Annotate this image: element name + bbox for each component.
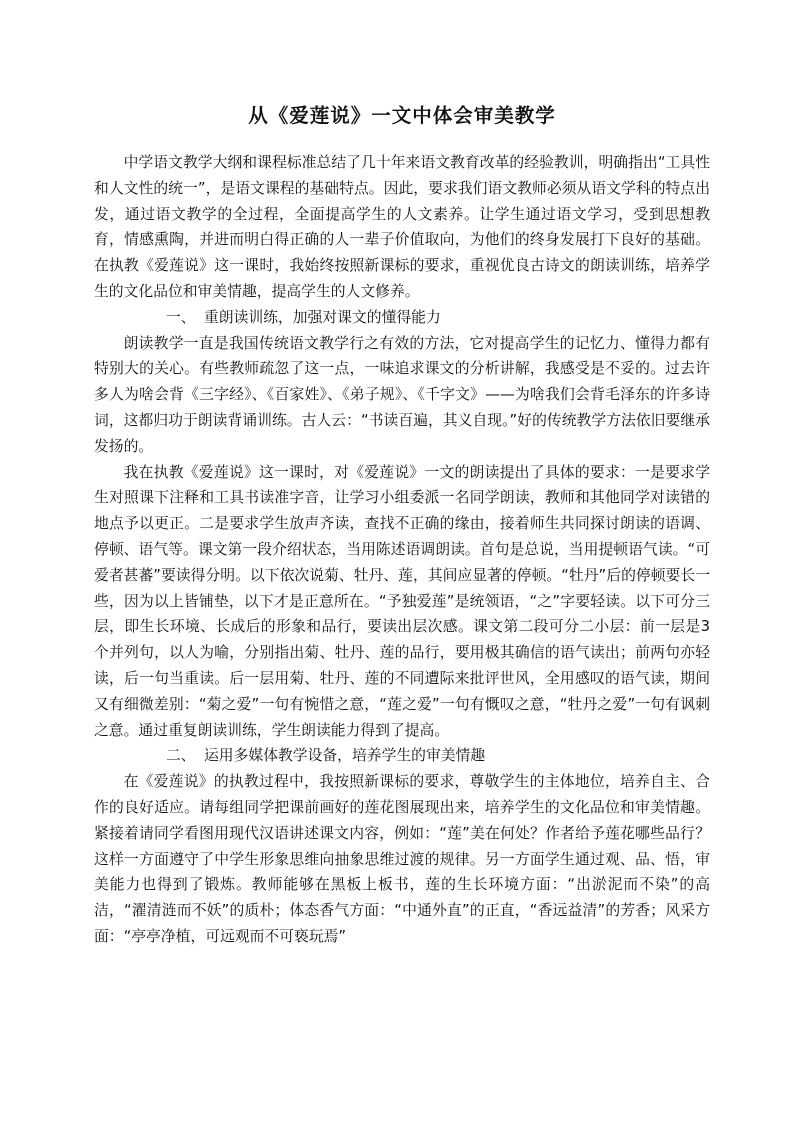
section-2-paragraph-1: 在《爱莲说》的执教过程中，我按照新课标的要求，尊敬学生的主体地位，培养自主、合作的良好适应。请每组同学把课前画好的莲花图展现出来，培养学生的文化品位和审美情趣。紧接着请同学看图用现代汉语讲述课文内容，例如：“莲”美在何处？作者给予莲花哪些品行？这样一方面遵守了中学生形象思维向抽象思维过渡的规律。另一方面学生通过观、品、悟，审美能力也得到了锻炼。教师能够在黑板上板书，莲的生长环境方面：“出淤泥而不染”的高洁，“濯清涟而不妖”的质朴；体态香气方面：“中通外直”的正直，“香远益清”的芳香；风采方面：“亭亭净植，可远观而不可亵玩焉”	[94, 773, 710, 945]
section-2-heading	[94, 743, 710, 769]
intro-paragraph: 中学语文教学大纲和课程标准总结了几十年来语文教育改革的经验教训，明确指出“工具性和人文性的统一”，是语文课程的基础特点。因此，要求我们语文教师必须从语文学科的特点出发，通过语文教学的全过程，全面提高学生的人文素养。让学生通过语文学习，受到思想教育，情感熏陶，并进而明白得正确的人一辈子价值取向，为他们的终身发展打下良好的基础。在执教《爱莲说》这一课时，我始终按照新课标的要求，重视优良古诗文的朗读训练，培养学生的文化品位和审美情趣，提高学生的人文修养。	[94, 154, 710, 300]
document-title: 从《爱莲说》一文中体会审美教学	[248, 104, 556, 127]
section-2-number: 二、	[166, 747, 196, 765]
section-1-paragraph-2: 我在执教《爱莲说》这一课时，对《爱莲说》一文的朗读提出了具体的要求：一是要求学生对照课下注释和工具书读准字音，让学习小组委派一名同学朗读，教师和其他同学对读错的地点予以更正。二是要求学生放声齐读，查找不正确的缘由，接着师生共同探讨朗读的语调、停顿、语气等。课文第一段介绍状态，当用陈述语调朗读。首句是总说，当用提顿语气读。“可爱者甚蕃”要读得分明。以下依次说菊、牡丹、莲，其间应显著的停顿。“牡丹”后的停顿要长一些，因为以上皆铺垫，以下才是正意所在。“予独爱莲”是统领语，“之”字要轻读。以下可分三层，即生长环境、长成后的形象和品行，要读出层次感。课文第二段可分二小层：前一层是3个并列句，以人为喻，分别指出菊、牡丹、莲的品行，要用极其确信的语气读出；前两句亦轻读，后一句当重读。后一层用菊、牡丹、莲的不同遭际来批评世风，全用感叹的语气读，期间又有细微差别：“菊之爱”一句有惋惜之意，“莲之爱”一句有慨叹之意，“牡丹之爱”一句有讽刺之意。通过重复朗读训练，学生朗读能力得到了提高。	[94, 463, 710, 739]
section-1-paragraph-1: 朗读教学一直是我国传统语文教学行之有效的方法，它对提高学生的记忆力、懂得力都有特别大的关心。有些教师疏忽了这一点，一味追求课文的分析讲解，我感受是不妥的。过去许多人为啥会背《三字经》、《百家姓》、《弟子规》、《千字文》——为啥我们会背毛泽东的许多诗词，这都归功于朗读背诵训练。古人云：“书读百遍，其义自现。”好的传统教学方法依旧要继承发扬的。	[94, 334, 710, 455]
section-1-heading	[94, 305, 710, 331]
section-1-heading-text: 重朗读训练，加强对课文的懂得能力	[204, 308, 441, 326]
document-page	[94, 98, 710, 950]
section-1-number: 一、	[166, 308, 196, 326]
section-2-heading-text: 运用多媒体教学设备，培养学生的审美情趣	[204, 747, 486, 765]
